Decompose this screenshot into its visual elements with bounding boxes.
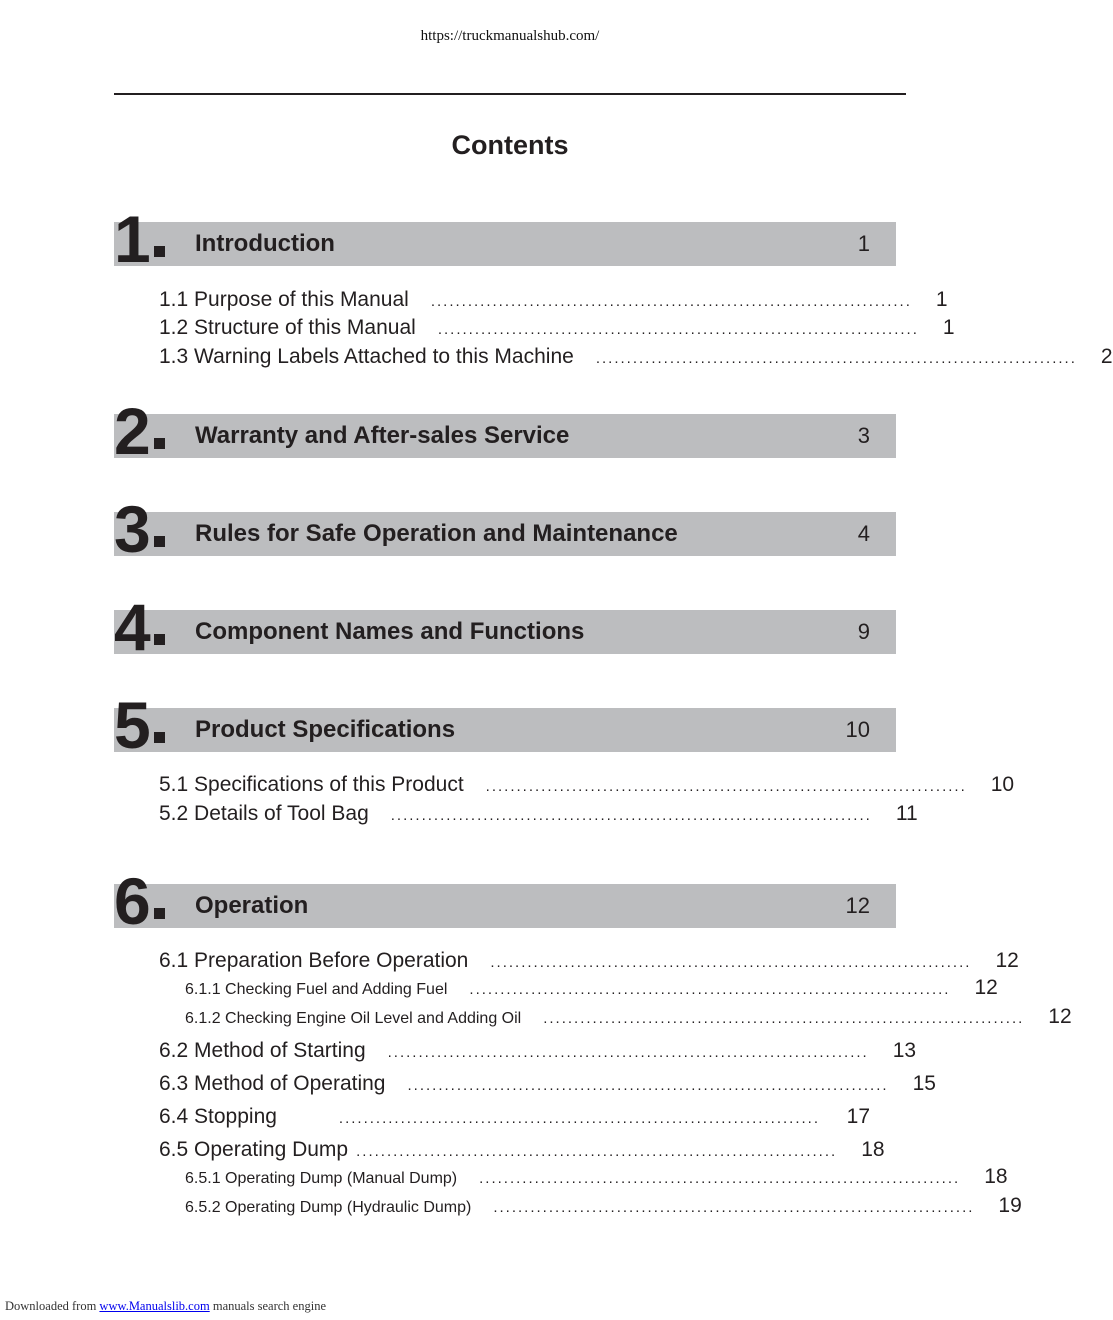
source-url: https://truckmanualshub.com/ [420, 28, 600, 44]
leader-dots: .............................................................................. [485, 778, 967, 795]
leader-dots: .............................................................................. [356, 1143, 838, 1160]
entry-label: 6.5.2 Operating Dump (Hydraulic Dump) [185, 1199, 472, 1216]
toc-entry-6-2[interactable] [159, 1039, 917, 1067]
leader-dots: .............................................................................. [595, 350, 1077, 367]
entry-label: 1.2 Structure of this Manual [159, 316, 416, 339]
entry-label: 6.3 Method of Operating [159, 1072, 386, 1095]
entry-label: 6.1.1 Checking Fuel and Adding Fuel [185, 981, 448, 998]
chapter-heading-5[interactable] [114, 688, 896, 762]
toc-entry-5-2[interactable] [159, 802, 918, 830]
footer-prefix: Downloaded from [5, 1299, 97, 1313]
toc-entry-1-3[interactable] [159, 345, 1113, 373]
chapter-number: 1 [114, 202, 149, 276]
chapter-number: 5 [114, 688, 149, 762]
toc-entry-6-1-2[interactable] [185, 1005, 1072, 1033]
leader-dots: .............................................................................. [437, 321, 919, 338]
entry-label: 1.1 Purpose of this Manual [159, 288, 409, 311]
entry-label: 5.2 Details of Tool Bag [159, 802, 369, 825]
entry-label: 6.5.1 Operating Dump (Manual Dump) [185, 1170, 458, 1187]
chapter-number: 3 [114, 492, 149, 566]
chapter-page: 9 [857, 619, 870, 644]
entry-page: 12 [995, 949, 1019, 972]
entry-page: 19 [998, 1194, 1022, 1217]
chapter-page: 10 [845, 717, 870, 742]
chapter-page: 12 [845, 893, 870, 918]
entry-page: 12 [974, 976, 998, 999]
toc-entry-6-4[interactable] [159, 1105, 870, 1133]
leader-dots: .............................................................................. [338, 1110, 820, 1127]
toc-entry-6-3[interactable] [159, 1072, 936, 1100]
leader-dots: .............................................................................. [407, 1077, 889, 1094]
entry-page: 1 [935, 288, 948, 311]
entry-page: 17 [846, 1105, 870, 1128]
chapter-number: 6 [114, 864, 149, 938]
toc-entry-6-1[interactable] [159, 949, 1019, 977]
entry-label: 6.1 Preparation Before Operation [159, 949, 469, 972]
chapter-number: 2 [114, 394, 149, 468]
chapter-heading-1[interactable] [114, 202, 896, 276]
entry-page: 18 [861, 1138, 885, 1161]
entry-page: 10 [990, 773, 1015, 796]
chapter-bullet [154, 908, 165, 919]
entry-label: 6.1.2 Checking Engine Oil Level and Adding Oil [185, 1010, 522, 1027]
toc-entry-5-1[interactable] [159, 773, 1015, 801]
chapter-heading-4[interactable] [114, 590, 896, 664]
chapter-title: Product Specifications [195, 716, 456, 743]
chapter-bullet [154, 438, 165, 449]
leader-dots: .............................................................................. [479, 1170, 961, 1187]
entry-page: 13 [892, 1039, 917, 1062]
entry-page: 2 [1100, 345, 1113, 368]
entry-label: 6.5 Operating Dump [159, 1138, 349, 1161]
chapter-title: Rules for Safe Operation and Maintenance [195, 520, 678, 547]
chapter-heading-3[interactable] [114, 492, 896, 566]
chapter-title: Warranty and After-sales Service [195, 422, 570, 449]
entry-label: 5.1 Specifications of this Product [159, 773, 464, 796]
chapter-page: 3 [857, 423, 870, 448]
chapter-heading-6[interactable] [114, 864, 896, 938]
page-title: Contents [451, 130, 569, 160]
leader-dots: .............................................................................. [469, 981, 951, 998]
chapter-number: 4 [114, 590, 149, 664]
header-rule [114, 93, 906, 95]
toc-entry-6-1-1[interactable] [185, 976, 998, 1004]
chapter-page: 4 [857, 521, 870, 546]
entry-page: 12 [1048, 1005, 1072, 1028]
chapter-heading-2[interactable] [114, 394, 896, 468]
entry-page: 1 [942, 316, 955, 339]
entry-label: 6.2 Method of Starting [159, 1039, 366, 1062]
leader-dots: .............................................................................. [430, 293, 912, 310]
chapter-bullet [154, 536, 165, 547]
chapter-title: Component Names and Functions [195, 618, 585, 645]
leader-dots: .............................................................................. [543, 1010, 1025, 1027]
chapter-bullet [154, 246, 165, 257]
toc-entry-6-5[interactable] [159, 1138, 885, 1166]
leader-dots: .............................................................................. [387, 1044, 869, 1061]
chapter-bullet [154, 634, 165, 645]
chapter-title: Introduction [195, 230, 335, 257]
toc-entry-1-1[interactable] [159, 288, 948, 316]
toc-entry-1-2[interactable] [159, 316, 955, 344]
footer-suffix: manuals search engine [212, 1299, 326, 1313]
entry-page: 15 [912, 1072, 936, 1095]
leader-dots: .............................................................................. [490, 954, 972, 971]
leader-dots: .............................................................................. [390, 807, 872, 824]
manualslib-link[interactable]: www.Manualslib.com [99, 1299, 210, 1313]
download-footer [5, 1299, 326, 1314]
entry-page: 11 [895, 802, 918, 825]
toc-entry-6-5-2[interactable] [185, 1194, 1022, 1222]
toc-entry-6-5-1[interactable] [185, 1165, 1008, 1193]
chapter-title: Operation [195, 892, 309, 919]
leader-dots: .............................................................................. [493, 1199, 975, 1216]
entry-label: 1.3 Warning Labels Attached to this Machine [159, 345, 574, 368]
entry-page: 18 [984, 1165, 1008, 1188]
chapter-bullet [154, 732, 165, 743]
chapter-page: 1 [857, 231, 870, 256]
entry-label: 6.4 Stopping [159, 1105, 277, 1128]
